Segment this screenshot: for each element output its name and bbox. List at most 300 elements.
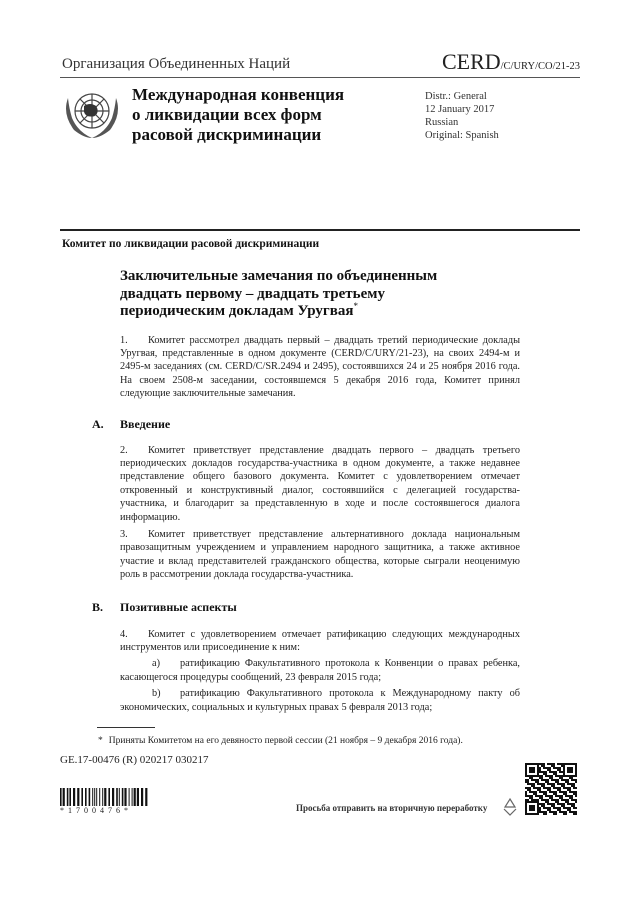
qr-module <box>543 791 545 793</box>
qr-module <box>559 769 561 771</box>
barcode-bar <box>104 788 106 806</box>
qr-module <box>567 809 569 811</box>
qr-module <box>551 791 553 793</box>
qr-module <box>553 767 555 769</box>
qr-module <box>549 767 551 769</box>
qr-module <box>563 787 565 789</box>
qr-module <box>555 781 557 783</box>
qr-module <box>537 799 539 801</box>
qr-module <box>527 789 529 791</box>
barcode-bar <box>145 788 147 806</box>
qr-module <box>543 773 545 775</box>
qr-module <box>559 791 561 793</box>
paragraph-text: ратификацию Факультативного протокола к Международному пакту об экономических, социальных и культурных правах 5 февраля 2013 года; <box>120 688 520 713</box>
qr-module <box>551 797 553 799</box>
qr-module <box>573 813 575 815</box>
qr-module <box>559 789 561 791</box>
qr-module <box>543 787 545 789</box>
qr-module <box>539 769 541 771</box>
qr-module <box>561 791 563 793</box>
barcode-bar <box>63 788 65 806</box>
qr-module <box>561 805 563 807</box>
qr-module <box>541 765 543 767</box>
qr-module <box>543 793 545 795</box>
barcode-bar <box>137 788 139 806</box>
barcode-bar <box>108 788 110 806</box>
qr-module <box>569 807 571 809</box>
qr-module <box>531 795 533 797</box>
qr-module <box>575 813 577 815</box>
qr-module <box>559 797 561 799</box>
qr-module <box>549 787 551 789</box>
qr-module <box>559 763 561 765</box>
qr-module <box>531 791 533 793</box>
qr-module <box>565 811 567 813</box>
qr-module <box>537 781 539 783</box>
qr-module <box>527 787 529 789</box>
barcode-bar <box>94 788 95 806</box>
qr-module <box>553 807 555 809</box>
qr-module <box>539 775 541 777</box>
qr-module <box>567 767 573 773</box>
qr-module <box>543 813 545 815</box>
qr-module <box>539 791 541 793</box>
symbol-sub: /C/URY/CO/21-23 <box>500 61 580 72</box>
convention-line: расовой дискриминации <box>132 125 322 144</box>
qr-module <box>549 809 551 811</box>
qr-module <box>553 773 555 775</box>
qr-module <box>537 779 539 781</box>
qr-module <box>537 789 539 791</box>
job-number: GE.17-00476 (R) 020217 030217 <box>60 753 209 766</box>
qr-module <box>559 811 561 813</box>
qr-module <box>545 795 547 797</box>
qr-module <box>569 803 571 805</box>
qr-module <box>557 801 559 803</box>
barcode-bar <box>132 788 133 806</box>
qr-module <box>555 779 557 781</box>
qr-module <box>529 791 531 793</box>
qr-module <box>527 779 529 781</box>
qr-module <box>547 781 549 783</box>
qr-module <box>541 779 543 781</box>
barcode-bar <box>85 788 87 806</box>
qr-module <box>539 795 541 797</box>
qr-module <box>541 775 543 777</box>
qr-module <box>551 795 553 797</box>
qr-module <box>541 785 543 787</box>
qr-module <box>549 775 551 777</box>
qr-module <box>559 803 561 805</box>
qr-module <box>563 783 565 785</box>
qr-module <box>533 799 535 801</box>
qr-module <box>541 791 543 793</box>
qr-module <box>541 795 543 797</box>
qr-module <box>557 775 559 777</box>
barcode-bar <box>122 788 124 806</box>
qr-module <box>561 799 563 801</box>
qr-module <box>569 777 571 779</box>
qr-module <box>559 767 561 769</box>
qr-module <box>545 801 547 803</box>
qr-module <box>557 799 559 801</box>
qr-module <box>575 793 577 795</box>
qr-module <box>573 787 575 789</box>
qr-module <box>545 793 547 795</box>
qr-module <box>549 803 551 805</box>
barcode-bar <box>81 788 83 806</box>
organization-name: Организация Объединенных Наций <box>62 56 291 72</box>
qr-module <box>539 807 541 809</box>
qr-module <box>545 771 547 773</box>
qr-module <box>563 785 565 787</box>
qr-module <box>553 787 555 789</box>
qr-module <box>561 779 563 781</box>
qr-module <box>539 763 541 765</box>
qr-module <box>553 793 555 795</box>
subparagraph-a <box>120 657 520 684</box>
paragraph-number: 1. <box>120 334 128 346</box>
qr-module <box>557 787 559 789</box>
qr-module <box>551 771 553 773</box>
barcode-bar <box>112 788 114 806</box>
qr-module <box>561 803 563 805</box>
qr-module <box>575 795 577 797</box>
paragraph-number: 4. <box>120 628 128 640</box>
qr-module <box>525 779 527 781</box>
qr-module <box>555 787 557 789</box>
qr-module <box>557 781 559 783</box>
qr-module <box>555 795 557 797</box>
qr-module <box>537 795 539 797</box>
qr-module <box>545 773 547 775</box>
document-body <box>0 237 640 815</box>
qr-module <box>565 813 567 815</box>
qr-module <box>553 799 555 801</box>
barcode-bar <box>69 788 71 806</box>
qr-module <box>525 795 527 797</box>
qr-module <box>565 781 567 783</box>
qr-module <box>533 783 535 785</box>
qr-module <box>547 779 549 781</box>
qr-module <box>547 787 549 789</box>
qr-module <box>549 797 551 799</box>
qr-module <box>539 789 541 791</box>
qr-module <box>545 811 547 813</box>
qr-module <box>539 787 541 789</box>
section-a-heading <box>92 417 640 431</box>
qr-module <box>539 797 541 799</box>
qr-module <box>557 769 559 771</box>
qr-module <box>567 783 569 785</box>
qr-module <box>557 803 559 805</box>
paragraph-number: 3. <box>120 528 128 540</box>
qr-module <box>567 801 569 803</box>
qr-module <box>557 807 559 809</box>
qr-module <box>543 807 545 809</box>
qr-module <box>563 805 565 807</box>
qr-module <box>559 777 561 779</box>
qr-module <box>547 795 549 797</box>
qr-module <box>565 795 567 797</box>
qr-module <box>575 781 577 783</box>
qr-module <box>559 795 561 797</box>
qr-module <box>563 779 565 781</box>
qr-module <box>573 805 575 807</box>
qr-module <box>575 799 577 801</box>
qr-module <box>571 791 573 793</box>
qr-module <box>567 807 569 809</box>
qr-module <box>561 771 563 773</box>
header-rule <box>60 77 580 78</box>
qr-module <box>547 809 549 811</box>
qr-module <box>537 787 539 789</box>
qr-module <box>571 779 573 781</box>
qr-module <box>533 793 535 795</box>
qr-module <box>547 763 549 765</box>
qr-module <box>529 787 531 789</box>
qr-module <box>553 805 555 807</box>
qr-module <box>529 767 535 773</box>
qr-module <box>529 797 531 799</box>
heavy-rule <box>60 229 580 231</box>
document-title <box>120 268 520 321</box>
qr-module <box>563 811 565 813</box>
qr-module <box>555 807 557 809</box>
qr-module <box>563 803 565 805</box>
qr-module <box>563 791 565 793</box>
qr-module <box>541 771 543 773</box>
qr-module <box>573 779 575 781</box>
qr-module <box>571 795 573 797</box>
qr-module <box>569 797 571 799</box>
qr-module <box>535 791 537 793</box>
qr-module <box>571 797 573 799</box>
qr-module <box>571 785 573 787</box>
qr-module <box>527 799 529 801</box>
qr-module <box>525 781 527 783</box>
qr-module <box>531 779 533 781</box>
qr-module <box>571 783 573 785</box>
qr-module <box>551 799 553 801</box>
qr-module <box>573 793 575 795</box>
qr-module <box>567 779 569 781</box>
qr-module <box>545 775 547 777</box>
qr-module <box>557 783 559 785</box>
qr-module <box>561 795 563 797</box>
footnote-rule <box>97 727 155 728</box>
qr-module <box>535 787 537 789</box>
barcode-bar <box>89 788 91 806</box>
convention-title <box>132 85 412 145</box>
qr-module <box>543 765 545 767</box>
barcode-bar <box>73 788 75 806</box>
qr-module <box>561 765 563 767</box>
qr-module <box>559 771 561 773</box>
qr-module <box>549 783 551 785</box>
qr-module <box>573 783 575 785</box>
qr-module <box>553 765 555 767</box>
qr-module <box>543 805 545 807</box>
qr-module <box>525 799 527 801</box>
section-b-heading <box>92 600 640 614</box>
qr-module <box>543 803 545 805</box>
qr-module <box>549 791 551 793</box>
qr-module <box>559 809 561 811</box>
qr-module <box>539 767 541 769</box>
qr-module <box>571 803 573 805</box>
language: Russian <box>425 117 459 128</box>
qr-module <box>561 811 563 813</box>
qr-module <box>557 809 559 811</box>
qr-module <box>573 799 575 801</box>
qr-module <box>557 779 559 781</box>
qr-module <box>539 803 541 805</box>
barcode-bar <box>92 788 93 806</box>
qr-module <box>559 775 561 777</box>
qr-module <box>571 811 573 813</box>
qr-module <box>539 771 541 773</box>
qr-module <box>533 785 535 787</box>
barcode-bar <box>99 788 100 806</box>
qr-module <box>545 813 547 815</box>
convention-line: Международная конвенция <box>132 85 345 104</box>
subparagraph-letter: a) <box>152 658 160 670</box>
qr-module <box>573 785 575 787</box>
qr-module <box>531 777 533 779</box>
qr-module <box>529 805 535 811</box>
qr-module <box>571 799 573 801</box>
qr-module <box>563 799 565 801</box>
qr-module <box>557 763 559 765</box>
qr-module <box>557 789 559 791</box>
footnote-marker[interactable]: * <box>353 301 358 311</box>
qr-module <box>565 779 567 781</box>
qr-module <box>529 783 531 785</box>
qr-module <box>531 783 533 785</box>
qr-module <box>561 777 563 779</box>
qr-module <box>563 793 565 795</box>
qr-module <box>573 791 575 793</box>
qr-module <box>575 811 577 813</box>
qr-module <box>549 807 551 809</box>
qr-module <box>553 763 555 765</box>
barcode-bar <box>102 788 103 806</box>
barcode-bar <box>124 788 126 806</box>
qr-module <box>555 791 557 793</box>
qr-module <box>541 803 543 805</box>
qr-module <box>551 775 553 777</box>
footnote-text: Приняты Комитетом на его девяносто первой сессии (21 ноября – 9 декабря 2016 года). <box>108 736 463 747</box>
qr-module <box>551 777 553 779</box>
qr-module <box>569 809 571 811</box>
section-title: Введение <box>120 416 171 431</box>
qr-module <box>551 765 553 767</box>
qr-module <box>551 783 553 785</box>
qr-module <box>547 769 549 771</box>
qr-module <box>547 803 549 805</box>
qr-module <box>541 777 543 779</box>
section-letter: B. <box>92 599 104 614</box>
qr-module <box>535 779 537 781</box>
qr-module <box>539 809 541 811</box>
qr-module <box>543 763 545 765</box>
barcode <box>60 788 148 806</box>
qr-module <box>571 777 573 779</box>
qr-module <box>573 803 575 805</box>
qr-module <box>569 789 571 791</box>
qr-module <box>553 785 555 787</box>
qr-module <box>549 789 551 791</box>
qr-module <box>551 805 553 807</box>
qr-module <box>563 813 565 815</box>
qr-module <box>551 803 553 805</box>
paragraph-1 <box>120 334 520 401</box>
paragraph-2 <box>120 444 520 524</box>
qr-module <box>545 807 547 809</box>
qr-module <box>533 787 535 789</box>
barcode-bar <box>129 788 130 806</box>
qr-module <box>553 813 555 815</box>
qr-module <box>557 767 559 769</box>
qr-module <box>561 783 563 785</box>
qr-module <box>529 795 531 797</box>
title-line: периодическим докладам Уругвая <box>120 303 354 319</box>
qr-module <box>547 807 549 809</box>
qr-module <box>549 777 551 779</box>
qr-module <box>565 807 567 809</box>
qr-module <box>529 777 531 779</box>
barcode-bar <box>116 788 118 806</box>
title-line: двадцать первому – двадцать третьему <box>120 285 385 302</box>
qr-module <box>541 783 543 785</box>
qr-module <box>545 781 547 783</box>
qr-module <box>545 791 547 793</box>
qr-module <box>565 799 567 801</box>
qr-module <box>561 797 563 799</box>
qr-module <box>575 779 577 781</box>
qr-module <box>531 785 533 787</box>
qr-module <box>567 803 569 805</box>
qr-module <box>547 775 549 777</box>
barcode-bar <box>96 788 97 806</box>
qr-module <box>535 799 537 801</box>
qr-module <box>553 771 555 773</box>
qr-module <box>559 787 561 789</box>
qr-module <box>553 791 555 793</box>
qr-module <box>559 807 561 809</box>
qr-module <box>549 795 551 797</box>
qr-module <box>571 805 573 807</box>
qr-module <box>575 801 577 803</box>
qr-module <box>575 787 577 789</box>
paragraph-3 <box>120 528 520 582</box>
subparagraph-letter: b) <box>152 688 161 700</box>
qr-module <box>545 799 547 801</box>
original-language: Original: Spanish <box>425 130 499 141</box>
qr-module <box>547 801 549 803</box>
qr-module <box>569 795 571 797</box>
qr-module <box>533 791 535 793</box>
qr-module <box>527 781 529 783</box>
qr-module <box>547 783 549 785</box>
qr-module <box>543 799 545 801</box>
qr-module <box>543 767 545 769</box>
paragraph-text: Комитет приветствует представление альтернативного доклада национальным правозащитным учреждением и управлением народного защитника, а также активное участие и вклад представителей гражданского общества, которые сыграли неоценимую роль в рассмотрении доклада государства-участника. <box>120 528 520 581</box>
qr-module <box>533 779 535 781</box>
qr-module <box>527 783 529 785</box>
qr-module <box>555 767 557 769</box>
